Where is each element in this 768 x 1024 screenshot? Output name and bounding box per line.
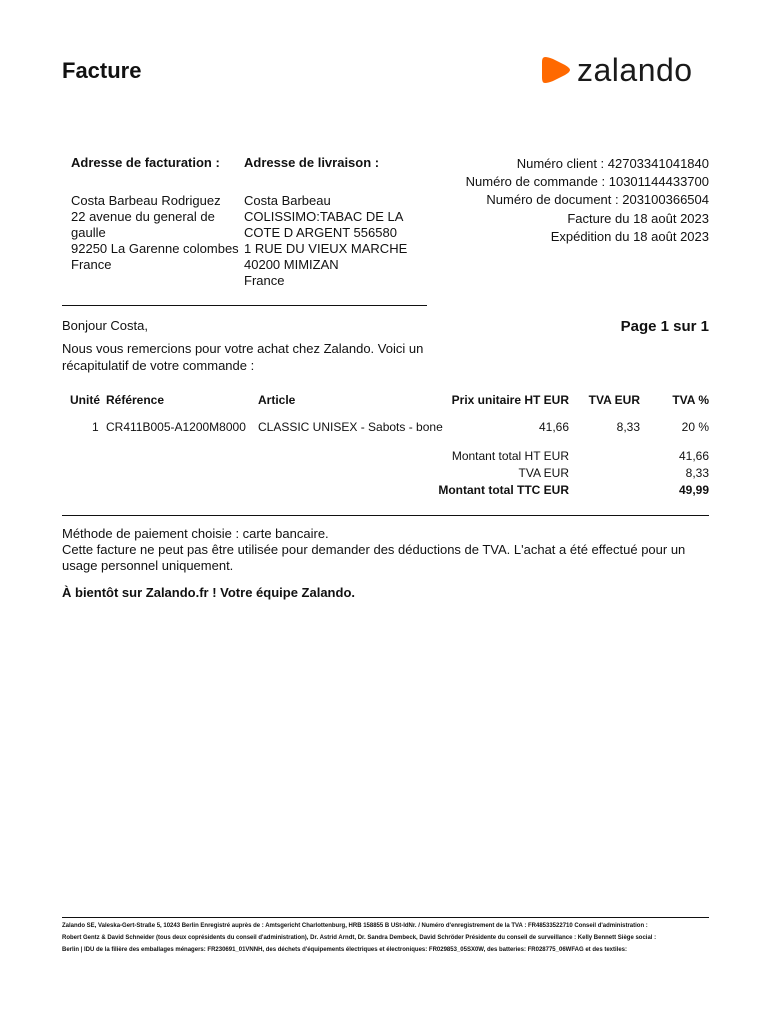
payment-section	[62, 526, 710, 574]
legal-footer	[62, 920, 710, 956]
col-header-unit-price: Prix unitaire HT EUR	[451, 393, 569, 407]
total-ttc-label: Montant total TTC EUR	[438, 483, 569, 497]
row-unit: 1	[92, 420, 99, 434]
totals-divider	[62, 515, 709, 516]
zalando-logo-icon	[541, 54, 571, 86]
billing-line: gaulle	[71, 225, 106, 240]
row-vat-eur: 8,33	[616, 420, 640, 434]
total-ht-label: Montant total HT EUR	[451, 449, 569, 463]
footer-line: Robert Gentz & David Schneider (tous deux coprésidents du conseil d'administration), Dr. Astrid Arndt, Dr. Sandra Dembeck, David Schröder Présidente du conseil de surveillance : Kelly Bennett Siège social :	[62, 935, 657, 941]
footer-line: Zalando SE, Valeska-Gert-Straße 5, 10243 Berlin Enregistré auprès de : Amtsgericht Charlottenburg, HRB 158855 B USt-IdNr. / Numéro d'enregistrement de la TVA : FR48533522710 Conseil d'administration :	[62, 923, 648, 929]
intro-line: récapitulatif de votre commande :	[62, 358, 255, 373]
shipping-line: COTE D ARGENT 556580	[244, 225, 397, 240]
col-header-vat-eur: TVA EUR	[588, 393, 640, 407]
intro-text	[62, 340, 423, 374]
col-header-article: Article	[258, 393, 296, 407]
col-header-reference: Référence	[106, 393, 165, 407]
total-vat-value: 8,33	[685, 466, 709, 480]
row-vat-pct: 20 %	[681, 420, 709, 434]
page-title: Facture	[62, 58, 142, 83]
order-meta	[466, 155, 709, 246]
row-unit-price: 41,66	[538, 420, 569, 434]
shipping-line: 1 RUE DU VIEUX MARCHE	[244, 241, 408, 256]
billing-address-heading: Adresse de facturation :	[71, 155, 220, 170]
shipping-date: Expédition du 18 août 2023	[550, 228, 709, 244]
order-number: Numéro de commande : 10301144433700	[465, 174, 709, 190]
client-number: Numéro client : 42703341041840	[516, 156, 709, 171]
shipping-line: 40200 MIMIZAN	[244, 257, 339, 272]
shipping-line: France	[244, 273, 285, 288]
total-vat-label: TVA EUR	[518, 466, 569, 480]
vat-note-line: usage personnel uniquement.	[62, 558, 234, 573]
total-ht-value: 41,66	[678, 449, 709, 463]
billing-address	[71, 193, 239, 273]
row-reference: CR411B005-A1200M8000	[106, 420, 246, 434]
billing-line: 92250 La Garenne colombes	[71, 241, 239, 256]
shipping-address-heading: Adresse de livraison :	[244, 155, 380, 170]
invoice-date: Facture du 18 août 2023	[567, 210, 709, 226]
page-indicator: Page 1 sur 1	[620, 318, 709, 335]
closing-message: À bientôt sur Zalando.fr ! Votre équipe Zalando.	[62, 585, 355, 600]
document-number: Numéro de document : 203100366504	[486, 192, 709, 208]
shipping-line: Costa Barbeau	[244, 193, 331, 208]
totals-labels	[438, 448, 569, 499]
intro-line: Nous vous remercions pour votre achat chez Zalando. Voici un	[62, 341, 424, 356]
brand-wordmark: zalando	[577, 52, 693, 88]
billing-line: Costa Barbeau Rodriguez	[71, 193, 221, 208]
vat-note-line: Cette facture ne peut pas être utilisée pour demander des déductions de TVA. L'achat a été effectué pour un	[62, 542, 686, 557]
brand-logo	[541, 54, 693, 86]
payment-method: Méthode de paiement choisie : carte bancaire.	[62, 526, 329, 541]
col-header-vat-pct: TVA %	[672, 393, 709, 407]
greeting: Bonjour Costa,	[62, 318, 148, 333]
shipping-line: COLISSIMO:TABAC DE LA	[244, 209, 404, 224]
billing-line: 22 avenue du general de	[71, 209, 215, 224]
address-divider	[62, 305, 427, 306]
row-article: CLASSIC UNISEX - Sabots - bone	[258, 420, 443, 434]
col-header-unit: Unité	[70, 393, 100, 407]
shipping-address	[244, 193, 407, 289]
billing-line: France	[71, 257, 112, 272]
total-ttc-value: 49,99	[678, 483, 709, 497]
totals-values	[679, 448, 709, 499]
footer-line: Berlin | IDU de la filière des emballages ménagers: FR230691_01VNNH, des déchets d'équipements électriques et électroniques: FR029853_05SX0W, des batteries: FR028775_06WFAG et des textiles:	[62, 947, 628, 953]
footer-divider	[62, 917, 709, 918]
